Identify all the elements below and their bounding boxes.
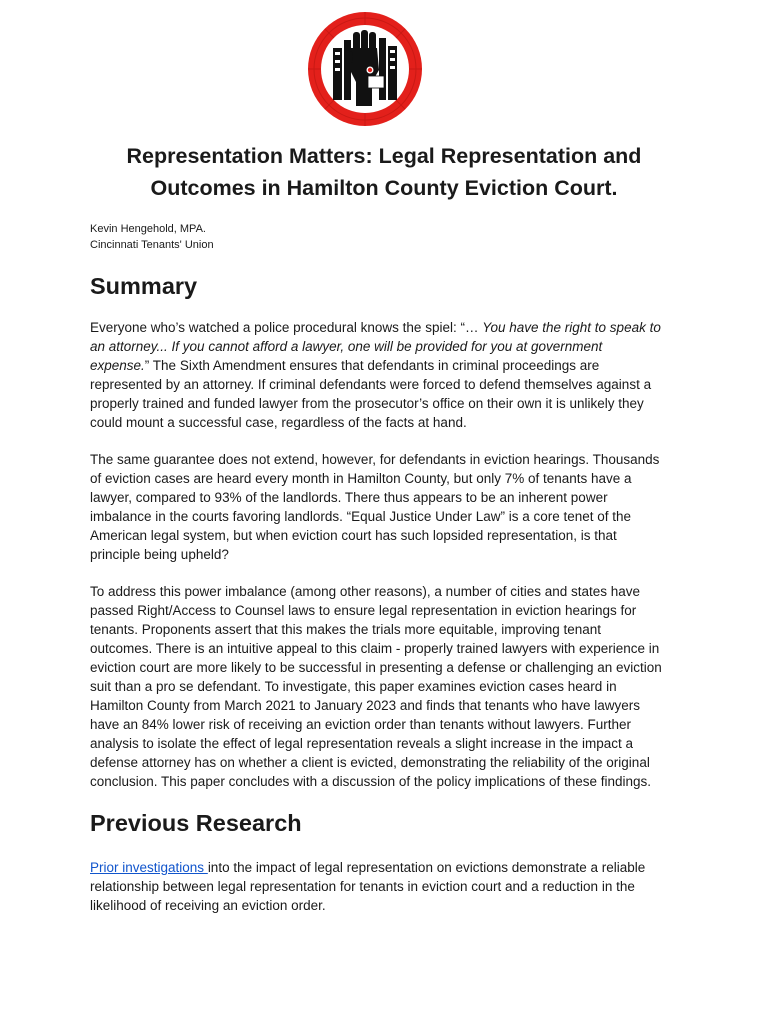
summary-paragraph-2: The same guarantee does not extend, however, for defendants in eviction hearings. Thousands of eviction cases are heard every month in Hamilton County, but only 7% of tenants have a lawyer, compared to 93% of the landlords. There thus appears to be an inherent power imbalance in the courts favoring landlords. “Equal Justice Under Law” is a core tenet of the American legal system, but when eviction court has such lopsided representation, is that principle being upheld? [90, 452, 660, 562]
raised-fist-icon [306, 10, 424, 128]
prior-investigations-link[interactable]: Prior investigations [90, 860, 208, 875]
cincinnati-tenants-union-logo [306, 10, 424, 128]
previous-research-paragraph: Prior investigations into the impact of legal representation on evictions demonstrate a reliable relationship between legal representation for tenants in eviction court and a reduction in the likelihood of receiving an eviction order. [90, 860, 646, 913]
summary-paragraph-1: Everyone who’s watched a police procedural knows the spiel: “… You have the right to speak to an attorney... If you cannot afford a lawyer, one will be provided for you at government expense.” The Sixth Amendment ensures that defendants in criminal proceedings are represented by an attorney. If criminal defendants were forced to defend themselves against a properly trained and funded lawyer from the prosecutor’s office on their own it is unlikely they could mount a successful case, regardless of the facts at hand. [90, 320, 661, 430]
title-line-1: Representation Matters: Legal Representation and [126, 144, 642, 168]
summary-paragraph-3: To address this power imbalance (among other reasons), a number of cities and states have passed Right/Access to Counsel laws to ensure legal representation in eviction hearings for tenants. Proponents assert that this makes the trials more equitable, improving tenant outcomes. There is an intuitive appeal to this claim - properly trained lawyers with experience in eviction court are more likely to be successful in presenting a defense or challenging an eviction suit than a pro se defendant. To investigate, this paper examines eviction cases heard in Hamilton County from March 2021 to January 2023 and finds that tenants who have lawyers have an 84% lower risk of receiving an eviction order than tenants without lawyers. Further analysis to isolate the effect of legal representation reveals a slight increase in the impact a defense attorney has on whether a client is evicted, demonstrating the reliability of the original conclusion. This paper concludes with a discussion of the policy implications of these findings. [90, 584, 662, 789]
title-line-2: Outcomes in Hamilton County Eviction Court. [150, 176, 618, 200]
author-block [90, 221, 214, 253]
author-name: Kevin Hengehold, MPA. [90, 223, 206, 235]
summary-heading: Summary [90, 273, 198, 299]
page-title [60, 140, 708, 204]
previous-research-heading: Previous Research [90, 810, 302, 836]
author-affiliation: Cincinnati Tenants' Union [90, 239, 214, 251]
